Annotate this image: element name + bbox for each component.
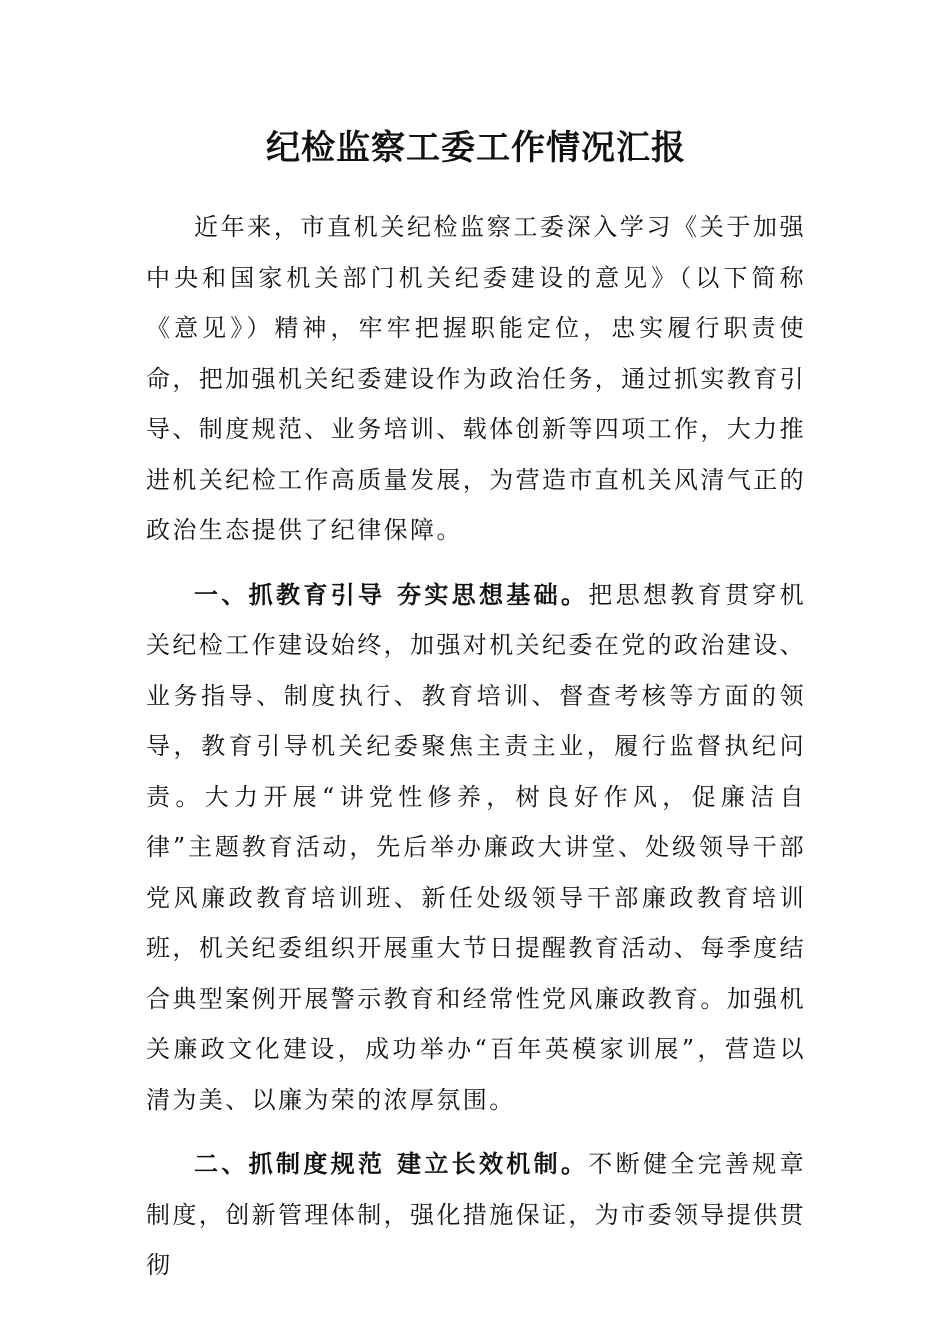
paragraph-section-1: [146, 570, 806, 1126]
section-heading-2: 二、抓制度规范 建立长效机制。: [194, 1149, 589, 1178]
paragraph-intro: [146, 202, 806, 556]
paragraph-text: 不断健全完善规章制度，创新管理体制，强化措施保证，为市委领导提供贯彻: [146, 1150, 806, 1279]
paragraph-section-2: [146, 1139, 806, 1291]
document-page: [146, 124, 806, 1291]
paragraph-text: 把思想教育贯穿机关纪检工作建设始终，加强对机关纪委在党的政治建设、业务指导、制度执行、教育培训、督查考核等方面的领导，教育引导机关纪委聚焦主责主业，履行监督执纪问责。大力开展“讲党性修养，树良好作风，促廉洁自律”主题教育活动，先后举办廉政大讲堂、处级领导干部党风廉政教育培训班、新任处级领导干部廉政教育培训班，机关纪委组织开展重大节日提醒教育活动、每季度结合典型案例开展警示教育和经常性党风廉政教育。加强机关廉政文化建设，成功举办“百年英模家训展”，营造以清为美、以廉为荣的浓厚氛围。: [146, 580, 806, 1114]
paragraph-text: 近年来，市直机关纪检监察工委深入学习《关于加强中央和国家机关部门机关纪委建设的意见》（以下简称《意见》）精神，牢牢把握职能定位，忠实履行职责使命，把加强机关纪委建设作为政治任务，通过抓实教育引导、制度规范、业务培训、载体创新等四项工作，大力推进机关纪检工作高质量发展，为营造市直机关风清气正的政治生态提供了纪律保障。: [146, 213, 806, 544]
document-title: 纪检监察工委工作情况汇报: [266, 128, 686, 168]
section-heading-1: 一、抓教育引导 夯实思想基础。: [194, 579, 589, 609]
